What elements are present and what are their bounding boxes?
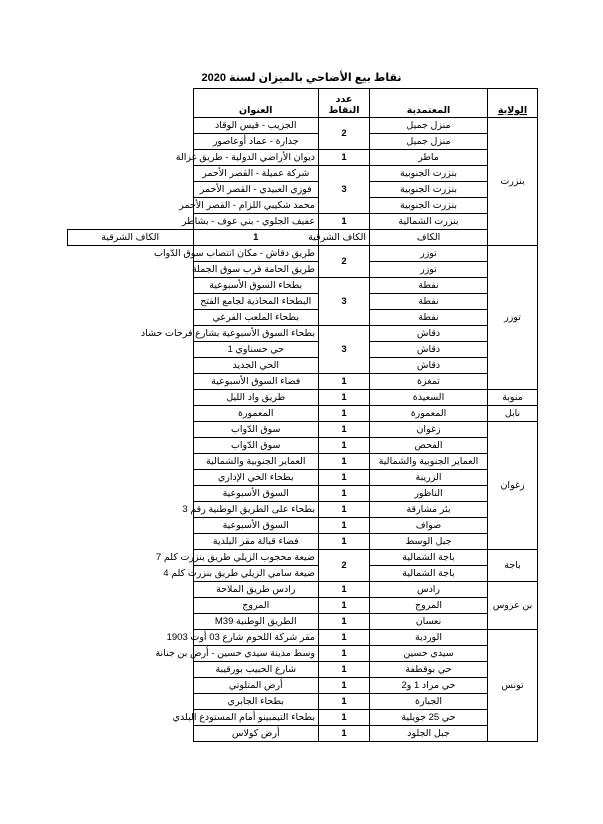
cell-address: أرض كولاس [193, 726, 319, 742]
cell-delegation: الزريبة [370, 470, 488, 486]
cell-governorate: باجة [488, 550, 538, 582]
table-row [68, 614, 538, 630]
cell-count: 1 [319, 534, 370, 550]
cell-count: 1 [319, 582, 370, 598]
header-address: العنوان [193, 89, 319, 118]
cell-address: المعمورة [193, 406, 319, 422]
table-header-row [68, 89, 538, 118]
table-row [68, 726, 538, 742]
cell-delegation: حي بوقطفة [370, 662, 488, 678]
cell-governorate: بنزرت [488, 118, 538, 246]
cell-count: 1 [319, 630, 370, 646]
cell-address: جدارة - عماد أوعاصور [193, 134, 319, 150]
cell-address: مقر شركة اللحوم شارع 03 أوت 1903 [193, 630, 319, 646]
table-row [68, 678, 538, 694]
cell-delegation: المروج [370, 598, 488, 614]
cell-address: فوزي العبيدي - القصر الأحمر [193, 182, 319, 198]
table-row [68, 166, 538, 182]
cell-count: 1 [319, 390, 370, 406]
cell-delegation: توزر [370, 262, 488, 278]
cell-governorate: الكاف [370, 230, 488, 246]
cell-delegation: ماطر [370, 150, 488, 166]
table-row [68, 518, 538, 534]
header-count: عدد النقاط [319, 89, 370, 118]
cell-delegation: باجة الشمالية [370, 566, 488, 582]
cell-count: 1 [319, 454, 370, 470]
table-row [68, 630, 538, 646]
cell-delegation: بنزرت الجنوبية [370, 182, 488, 198]
cell-delegation: نفطة [370, 294, 488, 310]
cell-delegation: نفطة [370, 278, 488, 294]
cell-delegation: تمغزة [370, 374, 488, 390]
cell-delegation: باجة الشمالية [370, 550, 488, 566]
cell-count: 1 [319, 678, 370, 694]
cell-count: 1 [319, 694, 370, 710]
cell-delegation: حي مراد 1 و2 [370, 678, 488, 694]
cell-delegation: دقاش [370, 358, 488, 374]
cell-count: 2 [319, 118, 370, 150]
cell-address: ضيعة سامي الزيلي طريق بنزرت كلم 4 [193, 566, 319, 582]
table-row [68, 358, 538, 374]
cell-delegation: الكاف الشرقية [319, 230, 370, 246]
cell-delegation: دقاش [370, 326, 488, 342]
cell-count: 1 [319, 502, 370, 518]
cell-delegation: سيدي حسين [370, 646, 488, 662]
cell-address: البطحاء المحاذية لجامع الفتح [193, 294, 319, 310]
table-row [68, 694, 538, 710]
table-body [68, 118, 538, 742]
table-row [68, 422, 538, 438]
cell-count: 1 [319, 150, 370, 166]
table-row [68, 310, 538, 326]
table-row [68, 246, 538, 262]
cell-delegation: جبل الجلود [370, 726, 488, 742]
cell-governorate: توزر [488, 246, 538, 390]
cell-address: الجزيب - قيس الوقاد [193, 118, 319, 134]
cell-address: أرض المتلوتي [193, 678, 319, 694]
cell-delegation: المعمورة [370, 406, 488, 422]
cell-address: طريق واد الليل [193, 390, 319, 406]
cell-delegation: صواف [370, 518, 488, 534]
cell-count: 3 [319, 278, 370, 326]
cell-address: طريق دقاش - مكان انتصاب سوق الدّواب [193, 246, 319, 262]
cell-delegation: العماير الجنوبية والشمالية [370, 454, 488, 470]
cell-governorate: نابل [488, 406, 538, 422]
table-row [68, 486, 538, 502]
table-row [68, 406, 538, 422]
cell-count: 1 [319, 214, 370, 230]
cell-count: 1 [319, 598, 370, 614]
cell-delegation: الجبارة [370, 694, 488, 710]
cell-address: السوق الأسبوعية [193, 486, 319, 502]
cell-count: 1 [319, 662, 370, 678]
table-row [68, 278, 538, 294]
table-row [68, 534, 538, 550]
table-row [68, 342, 538, 358]
cell-address: الحي الجديد [193, 358, 319, 374]
cell-governorate: بن عروس [488, 582, 538, 630]
table-row [68, 390, 538, 406]
cell-count: 1 [319, 614, 370, 630]
cell-delegation: بنزرت الشمالية [370, 214, 488, 230]
cell-address: المروج [193, 598, 319, 614]
cell-count: 1 [193, 230, 319, 246]
cell-address: رادس طريق الملاحة [193, 582, 319, 598]
cell-count: 1 [319, 646, 370, 662]
sales-points-table [67, 88, 538, 742]
cell-delegation: الوردية [370, 630, 488, 646]
cell-delegation: حي 25 جويلية [370, 710, 488, 726]
cell-count: 1 [319, 486, 370, 502]
table-row [68, 454, 538, 470]
cell-delegation: منزل جميل [370, 134, 488, 150]
cell-count: 1 [319, 406, 370, 422]
cell-address: فضاء السوق الأسبوعية [193, 374, 319, 390]
cell-delegation: بئر مشارقة [370, 502, 488, 518]
cell-address: سوق الدّواب [193, 438, 319, 454]
table-row [68, 214, 538, 230]
table-row [68, 326, 538, 342]
cell-address: سوق الدّواب [193, 422, 319, 438]
cell-delegation: نفطة [370, 310, 488, 326]
table-row [68, 374, 538, 390]
cell-delegation: نعسان [370, 614, 488, 630]
cell-address: بطحاء الجابري [193, 694, 319, 710]
cell-count: 1 [319, 438, 370, 454]
cell-delegation: السعيدة [370, 390, 488, 406]
document-title: نقاط بيع الأضاحي بالميزان لسنة 2020 [201, 72, 402, 84]
cell-address: ضيعة محجوب الزيلي طريق بنزرت كلم 7 [193, 550, 319, 566]
cell-address: الطريق الوطنية M39 [193, 614, 319, 630]
header-delegation: المعتمدية [370, 89, 488, 118]
table-row [68, 598, 538, 614]
cell-address: طريق الحامة قرب سوق الجملة [193, 262, 319, 278]
cell-count: 3 [319, 166, 370, 214]
table-row [68, 134, 538, 150]
table-row [68, 566, 538, 582]
cell-address: بطحاء الملعب الفرعي [193, 310, 319, 326]
cell-delegation: جبل الوسط [370, 534, 488, 550]
table-row [68, 646, 538, 662]
cell-address: بطحاء الحي الإداري [193, 470, 319, 486]
cell-count: 1 [319, 710, 370, 726]
table-row [68, 182, 538, 198]
cell-delegation: توزر [370, 246, 488, 262]
cell-delegation: دقاش [370, 342, 488, 358]
cell-address: الكاف الشرقية [68, 230, 194, 246]
table-row [68, 150, 538, 166]
cell-count: 2 [319, 550, 370, 582]
cell-address: فضاء قبالة مقر البلدية [193, 534, 319, 550]
cell-count: 1 [319, 518, 370, 534]
cell-count: 1 [319, 726, 370, 742]
cell-governorate: منوبة [488, 390, 538, 406]
table-row [68, 550, 538, 566]
cell-address: حي حسناوي 1 [193, 342, 319, 358]
cell-address: ديوان الأراضي الدولية - طريق غزالة [193, 150, 319, 166]
cell-address: بطحاء السوق الأسبوعية بشارع فرحات حشاد [193, 326, 319, 342]
table-row [68, 294, 538, 310]
table-row [68, 230, 538, 246]
table-row [68, 470, 538, 486]
table-row [68, 662, 538, 678]
cell-address: بطحاء السوق الأسبوعية [193, 278, 319, 294]
cell-count: 1 [319, 374, 370, 390]
cell-delegation: الفحص [370, 438, 488, 454]
cell-delegation: منزل جميل [370, 118, 488, 134]
cell-count: 3 [319, 326, 370, 374]
cell-address: بطحاء التيمبينو أمام المستودع البلدي [193, 710, 319, 726]
table-row [68, 198, 538, 214]
cell-delegation: رادس [370, 582, 488, 598]
cell-delegation: بنزرت الجنوبية [370, 166, 488, 182]
cell-address: السوق الأسبوعية [193, 518, 319, 534]
table-row [68, 118, 538, 134]
table-row [68, 582, 538, 598]
table-row [68, 262, 538, 278]
cell-address: محمد شكيبي اللزام - القصر الأحمر [193, 198, 319, 214]
table-row [68, 710, 538, 726]
cell-count: 1 [319, 470, 370, 486]
cell-address: شارع الحبيب بورقيبة [193, 662, 319, 678]
cell-address: شركة عميلة - القصر الأحمر [193, 166, 319, 182]
table-row [68, 438, 538, 454]
cell-delegation: الناظور [370, 486, 488, 502]
cell-governorate: زغوان [488, 422, 538, 550]
header-governorate: الولاية [488, 89, 538, 118]
cell-address: بطحاء على الطريق الوطنية رقم 3 [193, 502, 319, 518]
cell-delegation: بنزرت الجنوبية [370, 198, 488, 214]
table-row [68, 502, 538, 518]
cell-count: 1 [319, 422, 370, 438]
cell-address: وسط مدينة سيدي حسين - أرض بن جنانة [193, 646, 319, 662]
cell-governorate: تونس [488, 630, 538, 742]
cell-delegation: زغوان [370, 422, 488, 438]
cell-address: عفيف الجلوي - بني عوف - بشاطر [193, 214, 319, 230]
cell-address: العماير الجنوبية والشمالية [193, 454, 319, 470]
cell-count: 2 [319, 246, 370, 278]
